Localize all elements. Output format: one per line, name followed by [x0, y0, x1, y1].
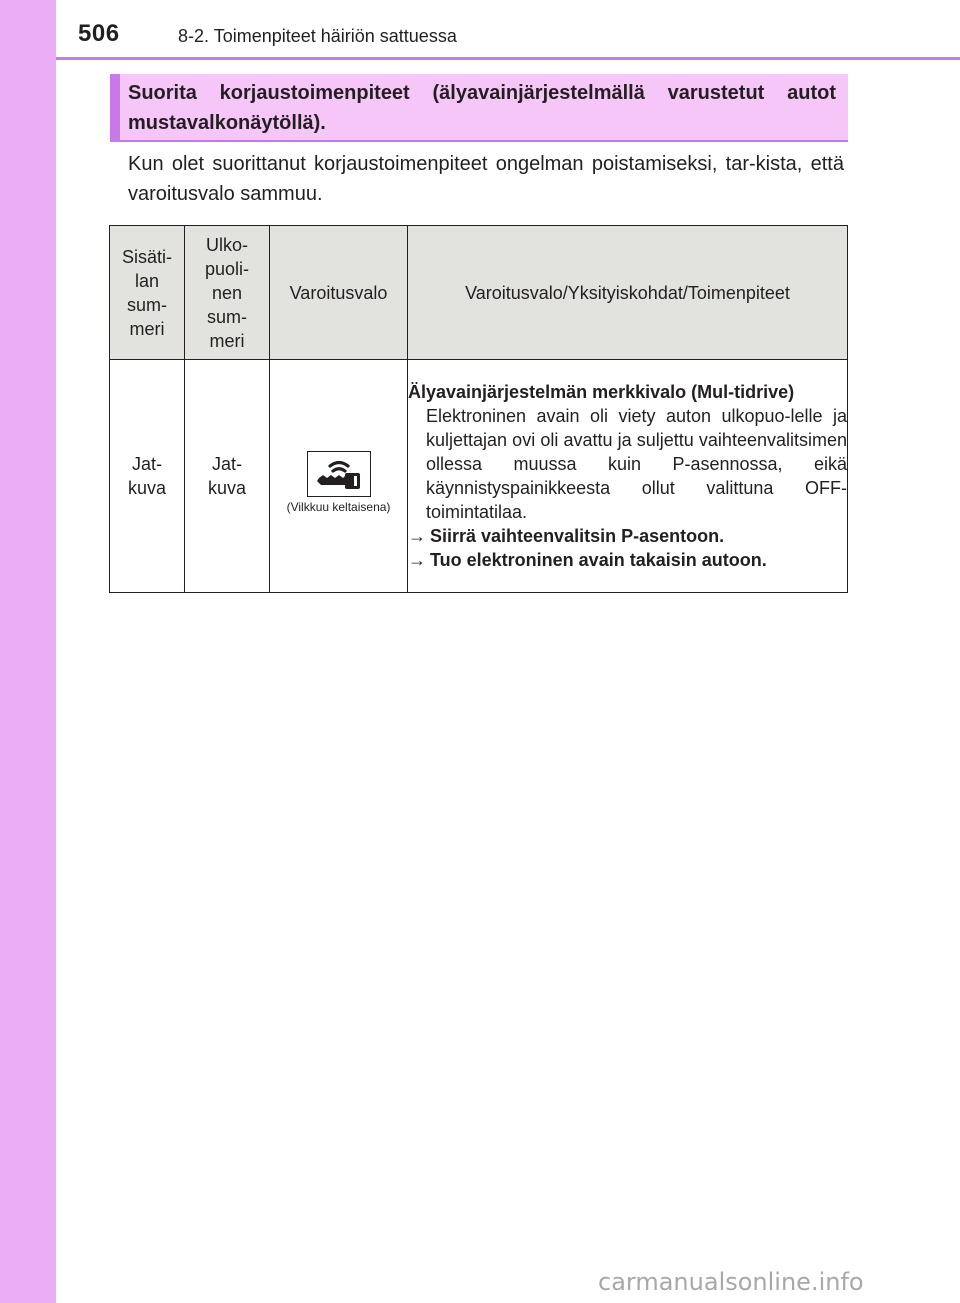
action-text: Siirrä vaihteenvalitsin P-asentoon. [430, 526, 725, 546]
table-header-row [110, 226, 848, 360]
action-text: Tuo elektroninen avain takaisin autoon. [430, 550, 767, 570]
header-exterior-buzzer-label: Ulko-puoli-nen sum-meri [204, 234, 250, 351]
table-row [110, 360, 848, 593]
page-number: 506 [78, 20, 120, 47]
watermark: carmanualsonline.info [598, 1268, 864, 1296]
indicator-title: Älyavainjärjestelmän merkkivalo (Mul-tidrive) [408, 382, 795, 402]
cell-details [408, 360, 848, 593]
header-interior-buzzer [110, 226, 185, 360]
interior-buzzer-value: Jat-kuva [127, 454, 167, 498]
section-heading-box [110, 74, 848, 142]
action-item [408, 524, 847, 548]
chapter-title: 8-2. Toimenpiteet häiriön sattuessa [178, 26, 457, 46]
side-tab-strip [0, 0, 56, 1303]
header-exterior-buzzer [185, 226, 270, 360]
cell-exterior-buzzer [185, 360, 270, 593]
section-title: Suorita korjaustoimenpiteet (älyavainjärjestelmällä varustetut autot mustavalkonäytöllä). [128, 82, 836, 134]
cell-warning-light [270, 360, 408, 593]
header-divider [56, 57, 960, 60]
intro-paragraph: Kun olet suorittanut korjaustoimenpiteet ongelman poistamiseksi, tar-kista, että varoitusvalo sammuu. [128, 153, 844, 205]
arrow-icon: → [408, 526, 426, 546]
header-warning-light: Varoitusvalo [270, 226, 408, 360]
cell-interior-buzzer [110, 360, 185, 593]
indicator-description: Elektroninen avain oli viety auton ulkopuo-lelle ja kuljettajan ovi oli avattu ja suljettu vaihteenvalitsimen ollessa muussa kuin P-asennossa, eikä käynnistyspainikkeesta ollut valittuna OFF-toimintatilaa. [426, 406, 847, 522]
exterior-buzzer-value: Jat-kuva [207, 454, 247, 498]
icon-caption: (Vilkkuu keltaisena) [286, 499, 391, 514]
warning-table [109, 225, 848, 593]
smart-key-indicator-icon [307, 451, 371, 497]
header-interior-buzzer-label: Sisäti-lan sum-meri [121, 246, 172, 339]
arrow-icon: → [408, 550, 426, 570]
header-details: Varoitusvalo/Yksityiskohdat/Toimenpiteet [408, 226, 848, 360]
action-item [408, 548, 847, 572]
